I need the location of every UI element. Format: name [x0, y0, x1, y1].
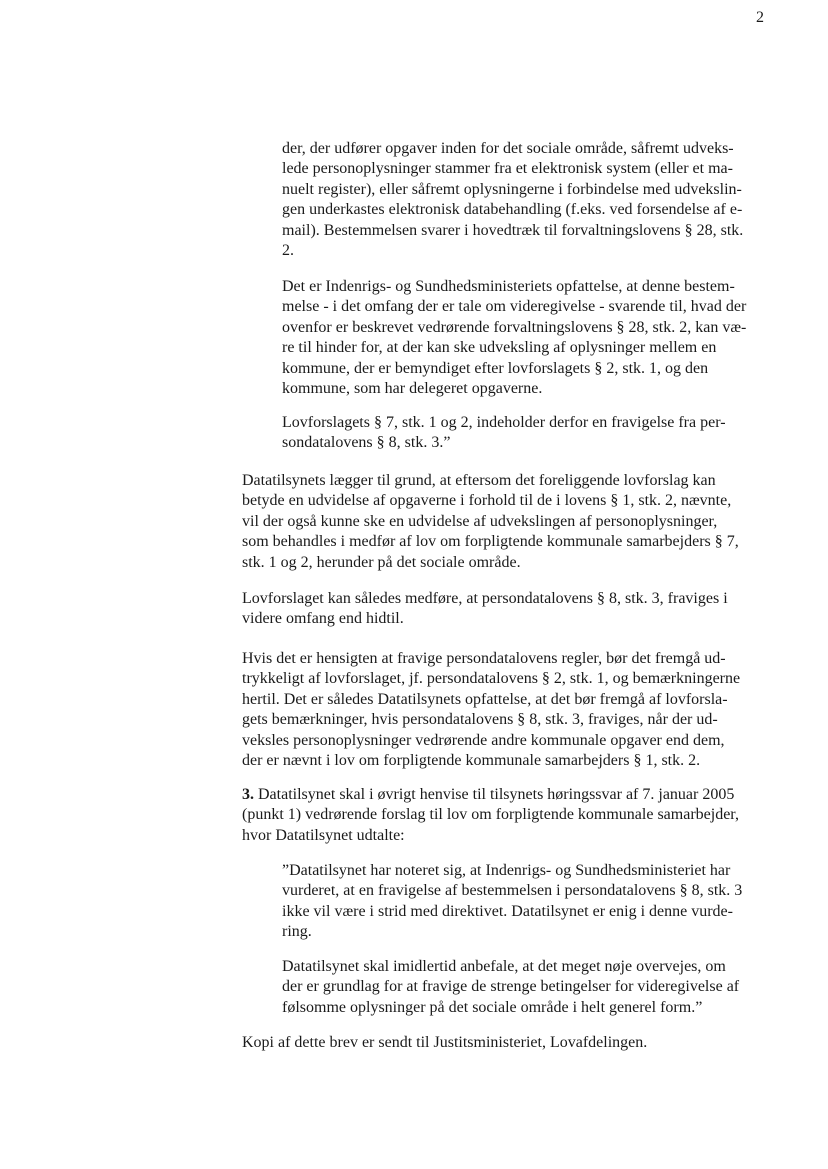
text-line: Lovforslagets § 7, stk. 1 og 2, indeholder derfor en fravigelse fra per-	[282, 414, 726, 431]
body-paragraph-3	[242, 649, 740, 771]
text-line: veksles personoplysninger vedrørende andre kommunale opgaver end dem,	[242, 731, 725, 749]
text-line: ring.	[282, 923, 312, 941]
text-line: Det er Indenrigs- og Sundhedsministeriets opfattelse, at denne bestem-	[282, 278, 735, 295]
quote-paragraph-1	[282, 139, 743, 261]
text-line: (punkt 1) vedrørende forslag til lov om forpligtende kommunale samarbejder,	[242, 806, 739, 824]
text-line: gen underkastes elektronisk databehandling (f.eks. ved forsendelse af e-	[282, 201, 743, 219]
text-line: trykkeligt af lovforslaget, jf. persondatalovens § 2, stk. 1, og bemærkningerne	[242, 670, 741, 688]
section-number: 3.	[242, 786, 254, 803]
closing-quote-1	[282, 861, 742, 943]
text-line: Hvis det er hensigten at fravige persondatalovens regler, bør det fremgå ud-	[242, 650, 726, 667]
text-line: Datatilsynet skal imidlertid anbefale, at det meget nøje overvejes, om	[282, 958, 726, 975]
text-line: ovenfor er beskrevet vedrørende forvaltningslovens § 28, stk. 2, kan væ-	[282, 318, 747, 336]
text-line: kommune, der er bemyndiget efter lovforslagets § 2, stk. 1, og den	[282, 359, 709, 377]
text-line: Lovforslaget kan således medføre, at persondatalovens § 8, stk. 3, fraviges i	[242, 590, 728, 607]
quote-paragraph-3	[282, 413, 726, 454]
text-line: sondatalovens § 8, stk. 3.”	[282, 434, 451, 452]
text-line: videre omfang end hidtil.	[242, 610, 404, 628]
body-paragraph-1	[242, 471, 739, 573]
text-line: melse - i det omfang der er tale om videregivelse - svarende til, hvad der	[282, 298, 747, 316]
text-line: lede personoplysninger stammer fra et elektronisk system (eller et ma-	[282, 160, 733, 178]
text-segment: Datatilsynet skal i øvrigt henvise til tilsynets høringssvar af 7. januar 2005	[254, 786, 735, 803]
text-line: der er nævnt i lov om forpligtende kommunale samarbejders § 1, stk. 2.	[242, 752, 701, 770]
text-line: der er grundlag for at fravige de strenge betingelser for videregivelse af	[282, 978, 740, 996]
text-line	[242, 785, 739, 805]
text-line: kommune, som har delegeret opgaverne.	[282, 380, 543, 398]
text-line: Kopi af dette brev er sendt til Justitsministeriet, Lovafdelingen.	[242, 1034, 648, 1051]
text-line: ikke vil være i strid med direktivet. Datatilsynet er enig i denne vurde-	[282, 902, 733, 920]
text-line: gets bemærkninger, hvis persondatalovens § 8, stk. 3, fraviges, når der ud-	[242, 711, 718, 729]
text-line: Datatilsynets lægger til grund, at eftersom det foreliggende lovforslag kan	[242, 472, 716, 489]
closing-quote-2	[282, 957, 739, 1018]
text-line: følsomme oplysninger på det sociale område i helt generel form.”	[282, 998, 703, 1016]
text-line: hertil. Det er således Datatilsynets opfattelse, at det bør fremgå af lovforsla-	[242, 690, 728, 708]
page-number: 2	[756, 9, 764, 26]
text-line: 2.	[282, 242, 294, 260]
text-line: vil der også kunne ske en udvidelse af udvekslingen af personoplysninger,	[242, 512, 718, 530]
body-paragraph-2	[242, 589, 728, 630]
body-paragraph-4	[242, 785, 739, 846]
text-line: re til hinder for, at der kan ske udveksling af oplysninger mellem en	[282, 339, 717, 357]
quote-paragraph-2	[282, 277, 746, 399]
text-line: nuelt register), eller såfremt oplysningerne i forbindelse med udvekslin-	[282, 180, 742, 198]
text-line: mail). Bestemmelsen svarer i hovedtræk til forvaltningslovens § 28, stk.	[282, 221, 744, 239]
text-line: stk. 1 og 2, herunder på det sociale område.	[242, 553, 521, 571]
text-line: hvor Datatilsynet udtalte:	[242, 826, 405, 844]
text-line: der, der udfører opgaver inden for det sociale område, såfremt udveks-	[282, 140, 734, 157]
final-note	[242, 1033, 647, 1053]
text-line: vurderet, at en fravigelse af bestemmelsen i persondatalovens § 8, stk. 3	[282, 882, 743, 900]
text-line: som behandles i medfør af lov om forpligtende kommunale samarbejders § 7,	[242, 533, 739, 551]
text-line: betyde en udvidelse af opgaverne i forhold til de i lovens § 1, stk. 2, nævnte,	[242, 492, 732, 510]
text-line: ”Datatilsynet har noteret sig, at Indenrigs- og Sundhedsministeriet har	[282, 862, 731, 879]
